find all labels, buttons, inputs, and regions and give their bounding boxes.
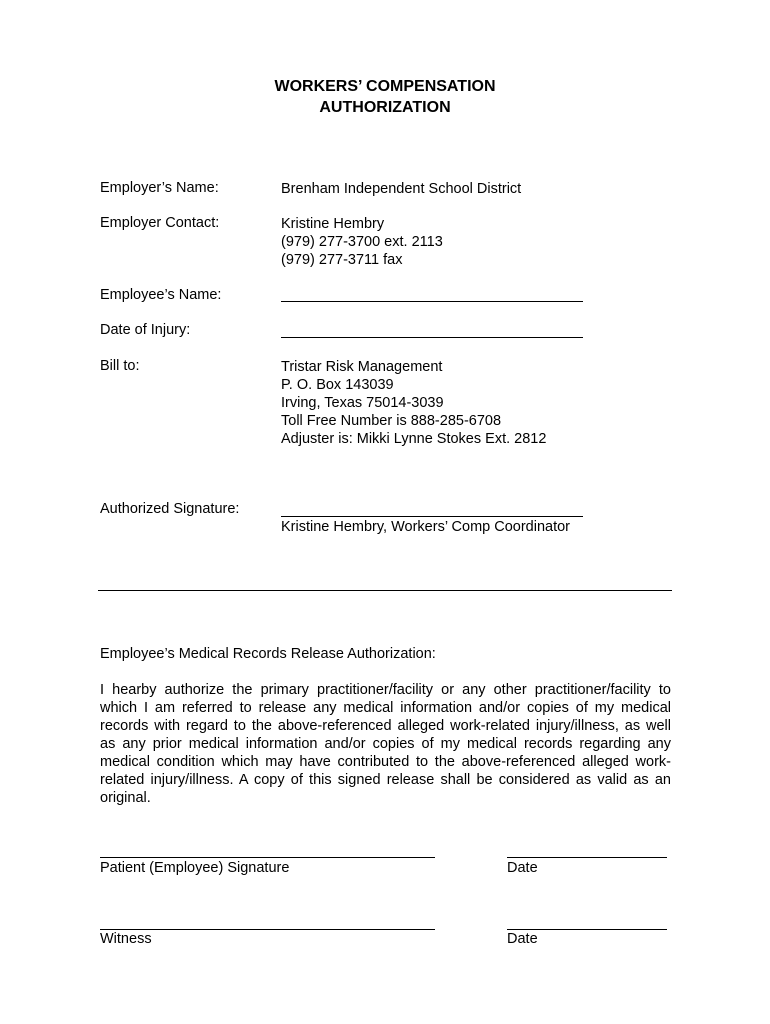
witness-signature-field-line[interactable] [100,929,435,930]
patient-signature-label: Patient (Employee) Signature [100,860,290,876]
employer-contact-block [281,215,443,269]
form-title-line-1: WORKERS’ COMPENSATION [274,78,496,95]
bill-to-block [281,358,546,448]
release-body: I hearby authorize the primary practitioner/facility or any other practitioner/facility to which I am referred to release any medical information and/or copies of my medical records with regard to the above-referenced alleged work-related injury/illness, as well as any prior medical information and/or copies of my medical records regarding any medical condition which may have contributed to the above-referenced alleged work-related injury/illness. A copy of this signed release shall be considered as valid as an original. [100,682,671,806]
form-title-line-2: AUTHORIZATION [319,99,451,116]
section-divider [98,590,672,591]
witness-label: Witness [100,931,152,947]
date-of-injury-label: Date of Injury: [100,322,191,338]
employer-contact-line: (979) 277-3711 fax [281,252,403,268]
employee-name-field-line[interactable] [281,301,583,302]
authorized-signature-label: Authorized Signature: [100,501,240,517]
bill-to-label: Bill to: [100,358,140,374]
bill-to-line: P. O. Box 143039 [281,377,394,393]
bill-to-line: Toll Free Number is 888-285-6708 [281,413,502,429]
employer-name-value: Brenham Independent School District [281,181,522,197]
witness-date-field-line[interactable] [507,929,667,930]
patient-date-label: Date [507,860,538,876]
employer-contact-label: Employer Contact: [100,215,220,231]
employer-contact-line: (979) 277-3700 ext. 2113 [281,234,443,250]
authorized-signature-field-line[interactable] [281,516,583,517]
date-of-injury-field-line[interactable] [281,337,583,338]
patient-signature-field-line[interactable] [100,857,435,858]
employee-name-label: Employee’s Name: [100,287,222,303]
bill-to-line: Adjuster is: Mikki Lynne Stokes Ext. 2812 [281,431,547,447]
witness-date-label: Date [507,931,538,947]
release-heading: Employee’s Medical Records Release Authorization: [100,646,436,662]
employer-contact-line: Kristine Hembry [281,216,385,232]
employer-name-label: Employer’s Name: [100,180,219,196]
bill-to-line: Tristar Risk Management [281,359,443,375]
patient-date-field-line[interactable] [507,857,667,858]
bill-to-line: Irving, Texas 75014-3039 [281,395,444,411]
authorized-signer-name: Kristine Hembry, Workers’ Comp Coordinator [281,519,571,535]
